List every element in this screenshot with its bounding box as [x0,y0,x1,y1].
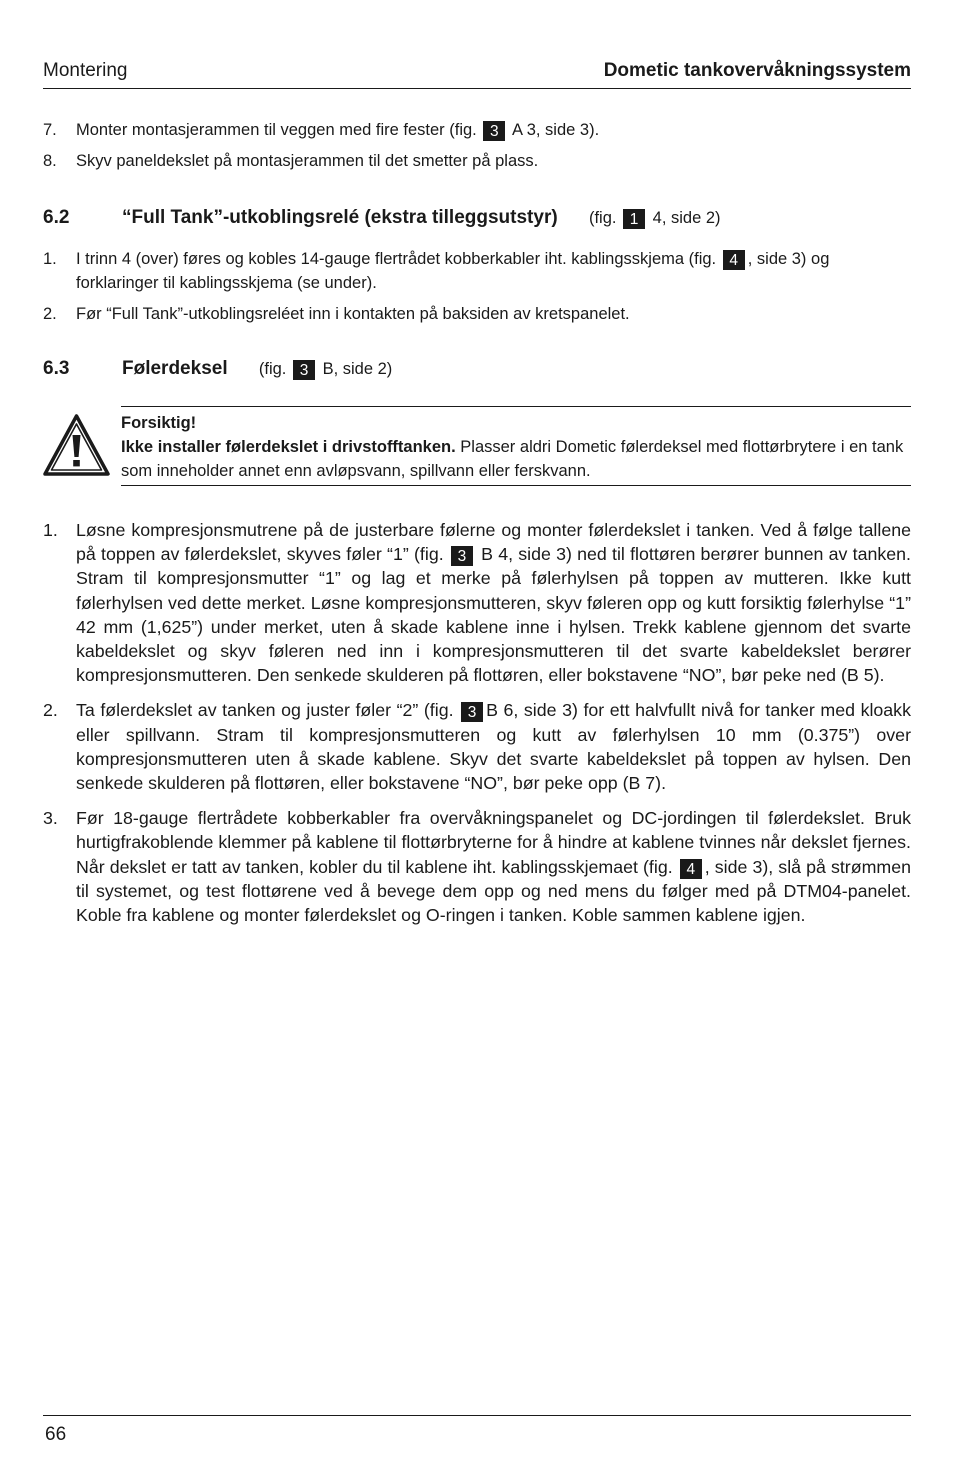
figure-ref-badge: 3 [451,546,473,566]
step-paragraph [76,518,911,687]
list-item [43,247,911,295]
step-number: 1. [43,520,58,540]
figure-ref-badge: 3 [483,121,505,141]
page-number: 66 [45,1424,67,1445]
header-product-title: Dometic tankovervåkningssystem [603,60,911,81]
warning-triangle-icon [43,414,110,476]
step-text: Skyv paneldekslet på montasjerammen til det smetter på plass. [76,152,539,170]
caution-bold-text: Ikke installer følerdekslet i drivstofftanken. [121,438,456,456]
list-item [43,118,911,142]
steps-top-list [43,118,911,180]
section-figure-ref [589,209,721,227]
caution-title: Forsiktig! [121,414,197,432]
step-number: 8. [43,152,57,170]
step-number: 1. [43,250,57,268]
list-item [43,698,911,795]
caution-notice [43,406,911,489]
step-number: 2. [43,305,57,323]
caution-text: Plasser aldri Dometic følerdeksel med flottørbrytere i en tank som inneholder annet enn avløpsvann, spillvann eller ferskvann. [121,438,904,480]
ref-text: B, side 2) [322,360,393,378]
figure-ref-badge: 3 [293,360,315,380]
step-text: , side 3) og forklaringer til kablingsskjema (se under). [76,250,830,292]
caution-text-box [121,406,911,486]
section-6-3-steps [43,518,911,938]
step-text: Løsne kompresjonsmutrene på de justerbare følerne og monter følerdekslet i tanken. Ved å følge tallene på toppen av følerdekslet, skyves føler “1” (fig. [76,520,911,565]
page-header [43,58,911,89]
step-paragraph [76,806,911,927]
step-text: Ta følerdekslet av tanken og juster føler “2” (fig. [76,700,454,721]
list-item [43,518,911,687]
list-item [43,806,911,927]
step-text: I trinn 4 (over) føres og kobles 14-gauge flertrådet kobberkabler iht. kablingsskjema (fig. [76,250,717,268]
ref-text: (fig. [588,209,617,227]
step-text: , side 3), slå på strømmen til systemet, og test flottørene ved å bevege dem opp og ned mens du følger med på DTM04-panelet. Koble fra kablene og monter følerdekslet og O-ringen i tanken. Koble sammen kablene igjen. [76,856,911,926]
step-text: B 6, side 3) for ett halvfullt nivå for tanker med kloakk eller spillvann. Stram til kompresjonsmutteren og kutt av følerhylsen 10 mm (0.375”) over kompresjonsmutteren uten å skade kablene. Skyv det svarte kabeldekslet på toppen av hylsen. Den senkede skulderen på flottøren, eller bokstavene “NO”, bør peke opp (B 7). [76,700,911,794]
section-number: 6.3 [43,358,70,379]
ref-text: 4, side 2) [652,209,721,227]
list-item [43,302,911,326]
caution-body [121,435,911,483]
figure-ref-badge: 3 [461,702,483,722]
figure-ref-badge: 4 [723,250,745,270]
section-title: Følerdeksel [122,358,228,379]
ref-text: (fig. [258,360,287,378]
step-text: Monter montasjerammen til veggen med fire fester (fig. [76,121,477,139]
step-number: 7. [43,121,57,139]
section-title: “Full Tank”-utkoblingsrelé (ekstra tilleggsutstyr) [122,207,558,228]
page-footer [43,1415,911,1445]
step-text: B 4, side 3) ned til flottøren berører bunnen av tanken. Stram til kompresjonsmutter “1” og lag et merke på følerhylsen på toppen av mutteren. Ikke kutt følerhylsen ved dette merket. Løsne kompresjonsmutteren, skyv føleren opp og kutt forsiktig følerhylse “1” 42 mm (1,625”) under merket, uten å skade kablene inne i hylsen. Trekk kablene gjennom det svarte kabeldekslet og skyv føleren ned inn i kompresjonsmutteren til det svarte kabeldekslet berører kompresjonsmutteren. Den senkede skulderen på flottøren, eller bokstavene “NO”, bør peke ned (B 5). [76,544,911,686]
step-text: A 3, side 3). [512,121,600,139]
section-title-wrap [122,207,721,229]
step-number: 2. [43,700,58,721]
section-figure-ref [259,360,392,378]
step-text: Før “Full Tank”-utkoblingsreléet inn i kontakten på baksiden av kretspanelet. [76,305,630,323]
step-paragraph [76,698,911,795]
section-6-2-steps [43,247,911,333]
list-item [43,149,911,173]
step-number: 3. [43,808,58,829]
step-text: Før 18-gauge flertrådete kobberkabler fra overvåkningspanelet og DC-jordingen til følerdekslet. Bruk hurtigfrakoblende klemmer på kablene til flottørbryterne for å hindre at kablene tvinnes når dekslet fjernes. Når dekslet er tatt av tanken, kobler du til kablene iht. kablingsskjemaet (fig. [76,808,911,877]
section-title-wrap [122,358,392,380]
figure-ref-badge: 4 [680,859,702,879]
figure-ref-badge: 1 [623,209,645,229]
section-number: 6.2 [43,207,70,228]
header-section-title: Montering [43,60,128,81]
